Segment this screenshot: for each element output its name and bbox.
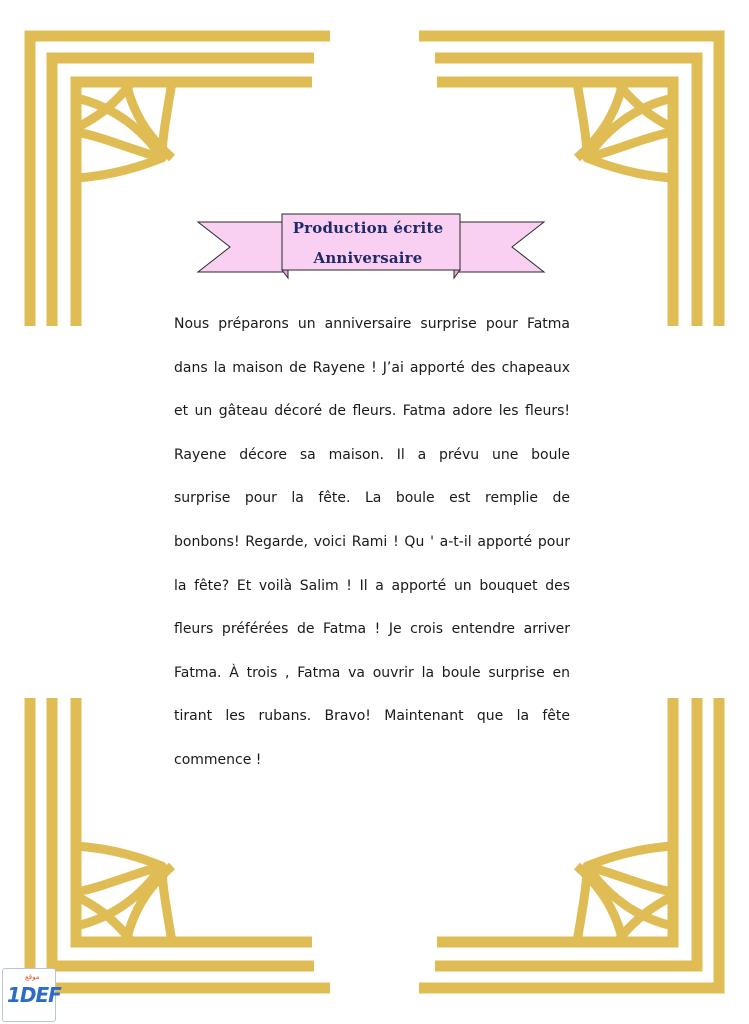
story-line: surprise pour la fête. La boule est remplie de (174, 490, 570, 507)
story-line: Fatma. À trois , Fatma va ouvrir la boule surprise en (174, 664, 570, 681)
banner-title: Production écrite (292, 219, 444, 237)
ribbon-right-tail (454, 222, 544, 272)
story-line: dans la maison de Rayene ! J’ai apporté des chapeaux (174, 359, 570, 376)
story-line: Rayene décore sa maison. Il a prévu une boule (174, 446, 570, 463)
story-paragraph (174, 308, 570, 788)
site-logo (2, 968, 61, 1022)
story-line: commence ! (174, 751, 262, 768)
story-line: bonbons! Regarde, voici Rami ! Qu ' a-t-il apporté pour (174, 533, 570, 550)
story-line: et un gâteau décoré de fleurs. Fatma adore les fleurs! (174, 403, 570, 420)
story-line: fleurs préférées de Fatma ! Je crois entendre arriver (174, 621, 570, 638)
story-line: tirant les rubans. Bravo! Maintenant que la fête (174, 708, 570, 725)
story-line: Nous préparons un anniversaire surprise pour Fatma (174, 316, 570, 332)
story-line: la fête? Et voilà Salim ! Il a apporté un bouquet des (174, 577, 570, 594)
logo-text: 1DEF (7, 983, 61, 1007)
banner-subtitle: Anniversaire (313, 249, 423, 267)
logo-small-text: موقع (25, 973, 40, 981)
ribbon-left-tail (198, 222, 288, 272)
